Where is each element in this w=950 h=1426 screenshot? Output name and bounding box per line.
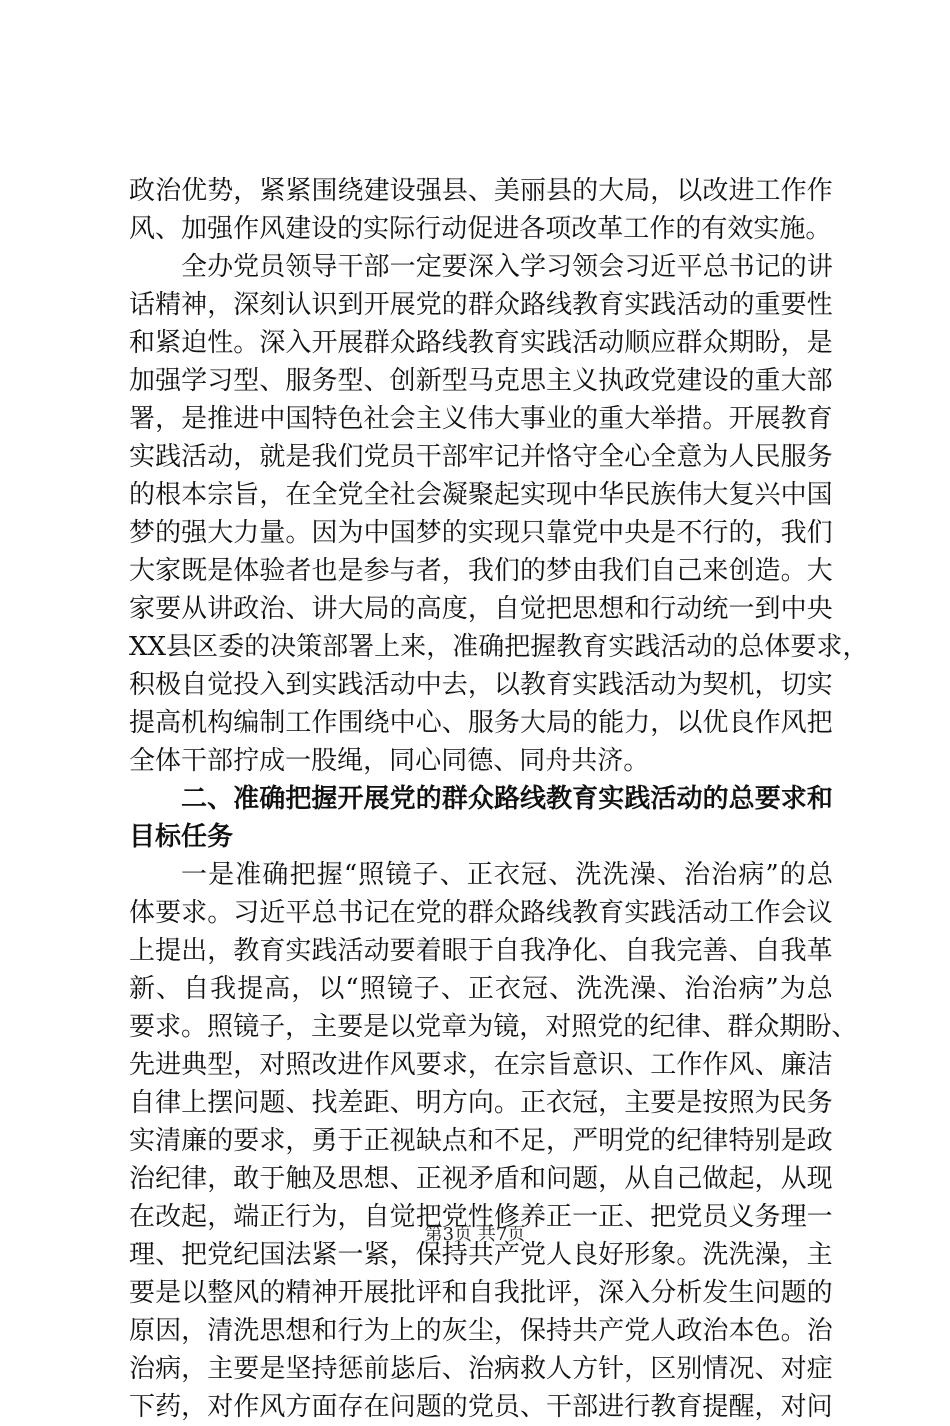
text-line: 体 要 求 。 习 近 平 总 书 记 在 党 的 群 众 路 线 教 育 实 践 活 动 工 作 会 议 [129,898,833,928]
text-line: 上 提 出 ， 教 育 实 践 活 动 要 着 眼 于 自 我 净 化 、 自 我 完 善 、 自 我 革 [129,936,833,966]
text-line: 要 是 以 整 风 的 精 神 开 展 批 评 和 自 我 批 评 ， 深 入 分 析 发 生 问 题 的 [129,1278,833,1308]
text-line: 大 家 既 是 体 验 者 也 是 参 与 者 ， 我 们 的 梦 由 我 们 自 己 来 创 造 。 大 [129,556,833,586]
page-footer: 第3页 共7页 [424,1224,526,1245]
text-line: 下 药 ， 对 作 风 方 面 存 在 问 题 的 党 员 、 干 部 进 行 教 育 提 醒 ， 对 问 [129,1392,833,1422]
text-line: 要 求 。 照 镜 子 ， 主 要 是 以 党 章 为 镜 ， 对 照 党 的 纪 律 、 群 众 期 盼 、 [129,1012,858,1042]
text-line: 提 高 机 构 编 制 工 作 围 绕 中 心 、 服 务 大 局 的 能 力 ， 以 优 良 作 风 把 [129,708,833,738]
text-line: 家 要 从 讲 政 治 、 讲 大 局 的 高 度 ， 自 觉 把 思 想 和 行 动 统 一 到 中 央 [129,594,833,624]
text-line: 自 律 上 摆 问 题 、 找 差 距 、 明 方 向 。 正 衣 冠 ， 主 要 是 按 照 为 民 务 [129,1088,833,1118]
text-line: X X 县 区 委 的 决 策 部 署 上 来 ， 准 确 把 握 教 育 实 践 活 动 的 总 体 要 求 ， [129,632,869,662]
text-line: 的 根 本 宗 旨 ， 在 全 党 全 社 会 凝 聚 起 实 现 中 华 民 族 伟 大 复 兴 中 国 [129,480,833,510]
text-line: 全 办 党 员 领 导 干 部 一 定 要 深 入 学 习 领 会 习 近 平 总 书 记 的 讲 [181,252,833,282]
text-line: 话 精 神 ， 深 刻 认 识 到 开 展 党 的 群 众 路 线 教 育 实 践 活 动 的 重 要 性 [129,290,833,320]
text-line: 先 进 典 型 ， 对 照 改 进 作 风 要 求 ， 在 宗 旨 意 识 、 工 作 作 风 、 廉 洁 [129,1050,833,1080]
section-heading-line: 目 标 任 务 [129,822,234,852]
text-line: 积 极 自 觉 投 入 到 实 践 活 动 中 去 ， 以 教 育 实 践 活 动 为 契 机 ， 切 实 [129,670,833,700]
text-line: 在 改 起 ， 端 正 行 为 ， 自 觉 把 党 性 修 养 正 一 正 、 把 党 员 义 务 理 一 [129,1202,833,1232]
text-line: 新 、 自 我 提 高 ， 以 “ 照 镜 子 、 正 衣 冠 、 洗 洗 澡 、 治 治 病 ” 为 总 [129,974,833,1004]
text-line: 风 、 加 强 作 风 建 设 的 实 际 行 动 促 进 各 项 改 革 工 作 的 有 效 实 施 。 [129,214,832,244]
text-line: 理 、 把 党 纪 国 法 紧 一 紧 ， 保 持 共 产 党 人 良 好 形 象 。 洗 洗 澡 ， 主 [129,1240,833,1270]
text-line: 一 是 准 确 把 握 “ 照 镜 子 、 正 衣 冠 、 洗 洗 澡 、 治 治 病 ” 的 总 [181,860,833,890]
section-heading-line: 二 、 准 确 把 握 开 展 党 的 群 众 路 线 教 育 实 践 活 动 的 总 要 求 和 [181,784,833,814]
text-line: 实 践 活 动 ， 就 是 我 们 党 员 干 部 牢 记 并 恪 守 全 心 全 意 为 人 民 服 务 [129,442,833,472]
text-line: 治 纪 律 ， 敢 于 触 及 思 想 、 正 视 矛 盾 和 问 题 ， 从 自 己 做 起 ， 从 现 [129,1164,833,1194]
text-line: 治 病 ， 主 要 是 坚 持 惩 前 毖 后 、 治 病 救 人 方 针 ， 区 别 情 况 、 对 症 [129,1354,833,1384]
text-line: 梦 的 强 大 力 量 。 因 为 中 国 梦 的 实 现 只 靠 党 中 央 是 不 行 的 ， 我 们 [129,518,833,548]
text-line: 全 体 干 部 拧 成 一 股 绳 ， 同 心 同 德 、 同 舟 共 济 。 [129,746,650,776]
text-line: 政 治 优 势 ， 紧 紧 围 绕 建 设 强 县 、 美 丽 县 的 大 局 ， 以 改 进 工 作 作 [129,176,833,206]
text-line: 加 强 学 习 型 、 服 务 型 、 创 新 型 马 克 思 主 义 执 政 党 建 设 的 重 大 部 [129,366,833,396]
text-line: 实 清 廉 的 要 求 ， 勇 于 正 视 缺 点 和 不 足 ， 严 明 党 的 纪 律 特 别 是 政 [129,1126,833,1156]
text-line: 和 紧 迫 性 。 深 入 开 展 群 众 路 线 教 育 实 践 活 动 顺 应 群 众 期 盼 ， 是 [129,328,833,358]
text-line: 署 ， 是 推 进 中 国 特 色 社 会 主 义 伟 大 事 业 的 重 大 举 措 。 开 展 教 育 [129,404,833,434]
text-line: 原 因 ， 清 洗 思 想 和 行 为 上 的 灰 尘 ， 保 持 共 产 党 人 政 治 本 色 。 治 [129,1316,833,1346]
